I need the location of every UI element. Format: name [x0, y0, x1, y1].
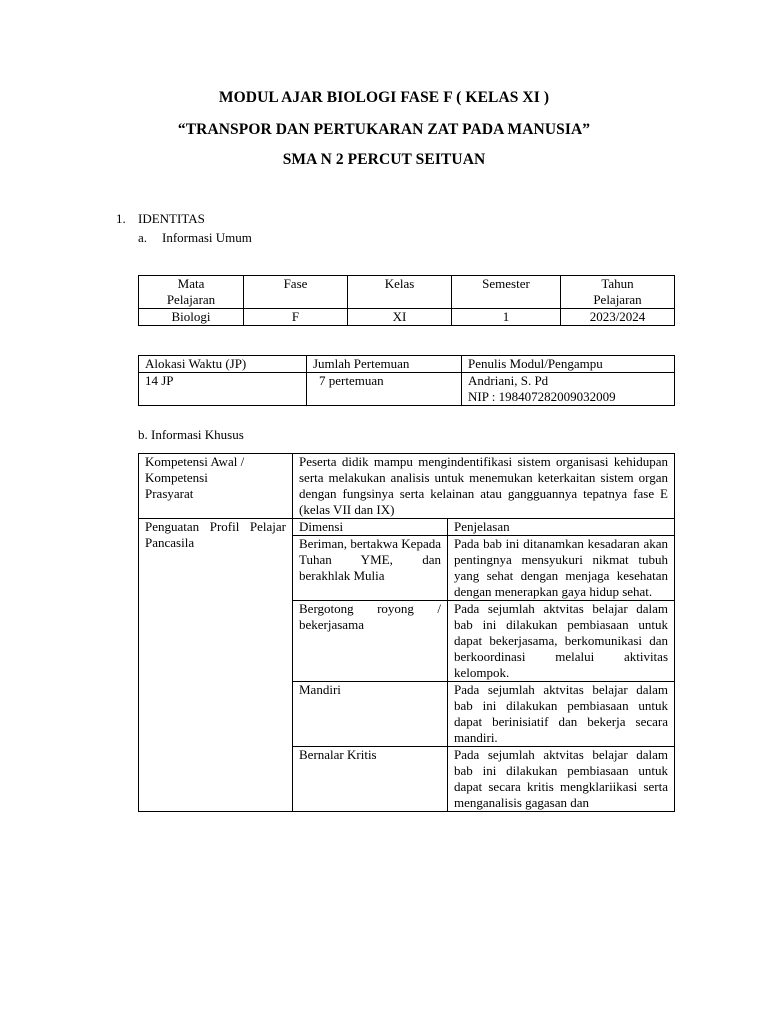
- header-jumlah-pertemuan: Jumlah Pertemuan: [307, 356, 462, 373]
- value-jumlah-pertemuan: 7 pertemuan: [307, 373, 462, 406]
- special-info-table: [138, 453, 675, 812]
- value-semester: 1: [452, 309, 561, 326]
- value-nip: NIP : 198407282009032009: [468, 389, 616, 404]
- dimensi-bernalar-kritis: Bernalar Kritis: [293, 747, 448, 812]
- value-kelas: XI: [348, 309, 452, 326]
- general-info-table: [138, 275, 675, 326]
- penjelasan-bernalar-kritis: Pada sejumlah aktvitas belajar dalam bab ini dilakukan pembiasaan untuk dapat secara kritis mengklariikasi serta menganalisis gagasan dan: [448, 747, 675, 812]
- allocation-table: [138, 355, 675, 406]
- section-b-title: b. Informasi Khusus: [138, 427, 244, 442]
- penjelasan-gotong-royong: Pada sejumlah aktvitas belajar dalam bab ini dilakukan pembiasaan untuk dapat bekerjasama, berkomunikasi dan berkoordinasi melalui aktivitas kelompok.: [448, 601, 675, 682]
- dimensi-mandiri: Mandiri: [293, 682, 448, 747]
- kompetensi-text: Peserta didik mampu mengindentifikasi sistem organisasi kehidupan serta melakukan analisis untuk menemukan keterkaitan sistem organ dengan fungsinya serta kelainan atau gangguannya tepatnya fase E (kelas VII dan IX): [293, 454, 675, 519]
- value-alokasi-waktu: 14 JP: [139, 373, 307, 406]
- dimensi-beriman: Beriman, bertakwa Kepada Tuhan YME, dan berakhlak Mulia: [293, 536, 448, 601]
- penjelasan-beriman: Pada bab ini ditanamkan kesadaran akan pentingnya mensyukuri nikmat tubuh yang sehat dengan menjaga kesehatan dengan menerapkan gaya hidup sehat.: [448, 536, 675, 601]
- header-fase: Fase: [244, 276, 348, 309]
- value-tahun-pelajaran: 2023/2024: [561, 309, 675, 326]
- dimensi-gotong-royong: Bergotong royong / bekerjasama: [293, 601, 448, 682]
- header-kelas: Kelas: [348, 276, 452, 309]
- header-dimensi: Dimensi: [293, 519, 448, 536]
- header-tahun-pelajaran: Tahun Pelajaran: [561, 276, 675, 309]
- section-title: IDENTITAS: [138, 211, 205, 226]
- doc-subtitle: “TRANSPOR DAN PERTUKARAN ZAT PADA MANUSIA”: [177, 121, 591, 138]
- value-fase: F: [244, 309, 348, 326]
- header-mata-pelajaran: Mata Pelajaran: [139, 276, 244, 309]
- header-semester: Semester: [452, 276, 561, 309]
- subsection-title: Informasi Umum: [162, 230, 252, 245]
- header-penulis: Penulis Modul/Pengampu: [462, 356, 675, 373]
- penjelasan-mandiri: Pada sejumlah aktvitas belajar dalam bab ini dilakukan pembiasaan untuk dapat berinisiatif dan bekerja secara mandiri.: [448, 682, 675, 747]
- section-number: 1.: [116, 211, 126, 226]
- kompetensi-label: Kompetensi Awal / Kompetensi Prasyarat: [139, 454, 293, 519]
- header-penjelasan: Penjelasan: [448, 519, 675, 536]
- value-mata-pelajaran: Biologi: [139, 309, 244, 326]
- header-alokasi-waktu: Alokasi Waktu (JP): [139, 356, 307, 373]
- subsection-letter: a.: [138, 230, 148, 245]
- profil-label: Penguatan Profil Pelajar Pancasila: [139, 519, 293, 812]
- school-name: SMA N 2 PERCUT SEITUAN: [282, 151, 486, 168]
- value-penulis: Andriani, S. Pd: [468, 373, 549, 388]
- doc-title: MODUL AJAR BIOLOGI FASE F ( KELAS XI ): [218, 89, 550, 106]
